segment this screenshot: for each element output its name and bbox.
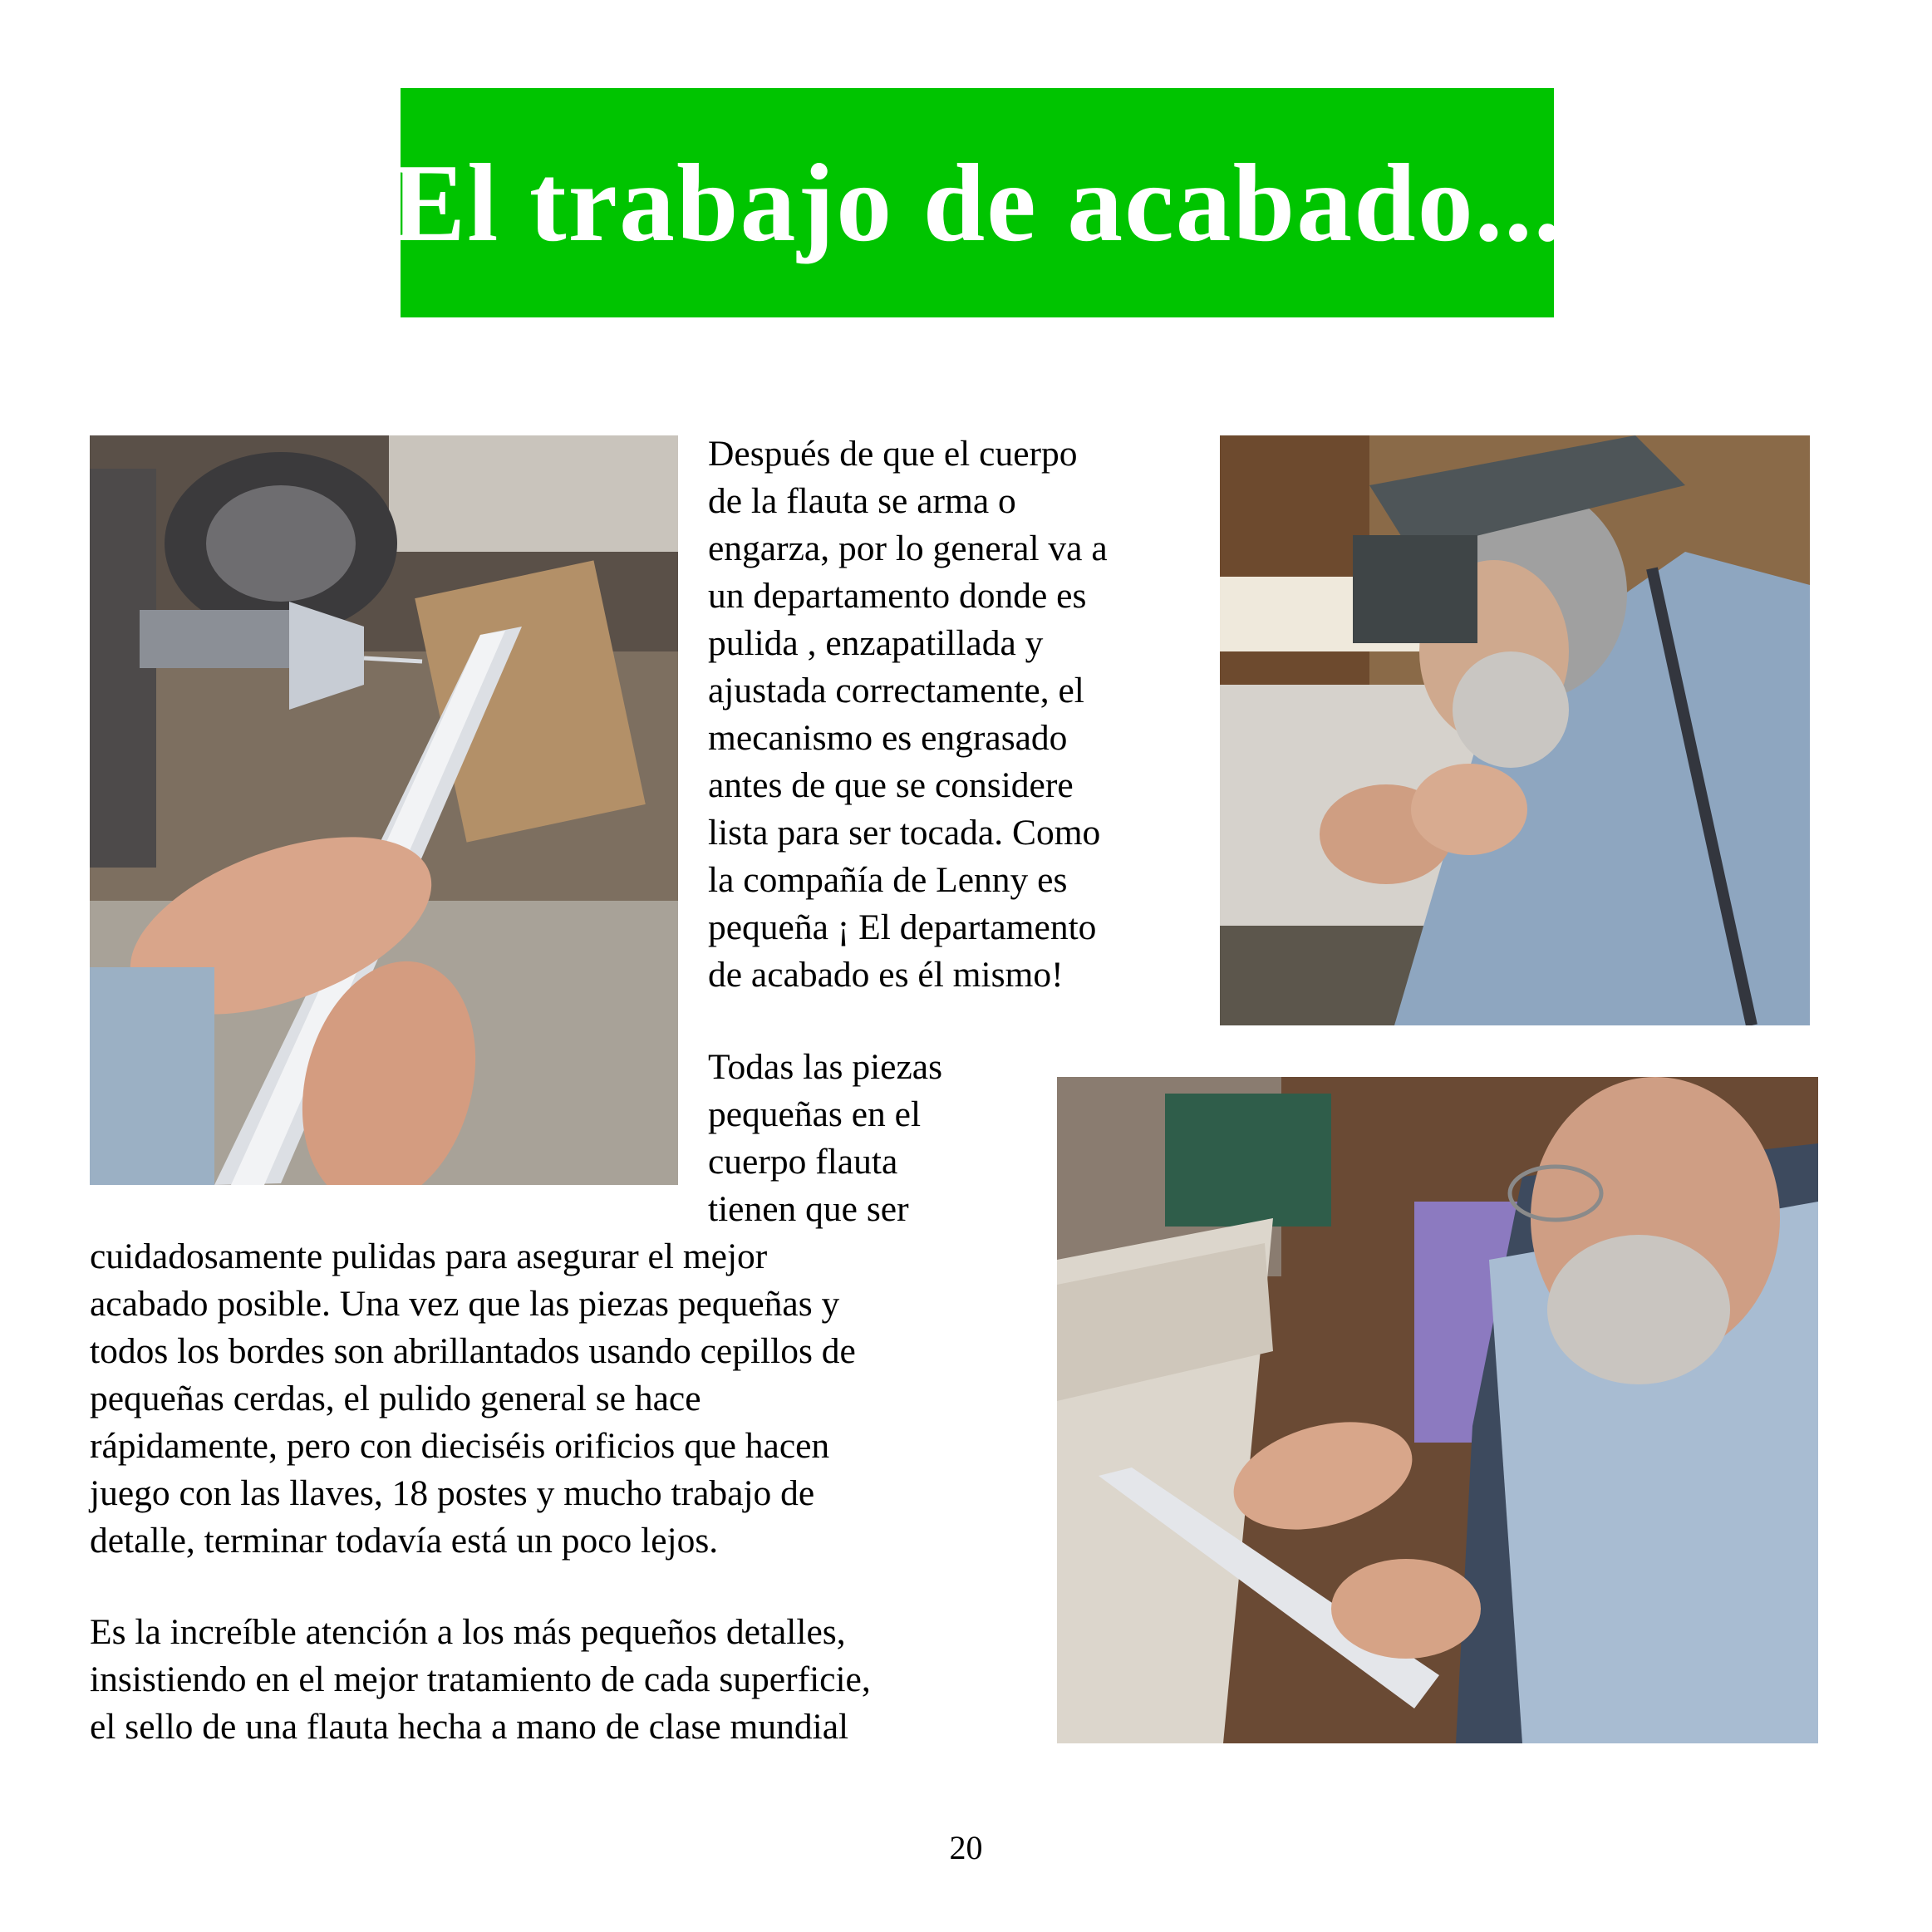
page-title: El trabajo de acabado... <box>391 141 1564 264</box>
text-line: el sello de una flauta hecha a mano de clase mundial <box>90 1707 849 1747</box>
text-line: de la flauta se arma o <box>708 481 1016 521</box>
text-line: pequeña ¡ El departamento <box>708 907 1097 947</box>
text-line: acabado posible. Una vez que las piezas pequeñas y <box>90 1284 840 1324</box>
title-banner <box>391 88 1564 317</box>
photo-hands-polishing-flute-body <box>90 435 678 1185</box>
text-line: tienen que ser <box>708 1189 909 1229</box>
text-line: mecanismo es engrasado <box>708 718 1068 758</box>
text-line: la compañía de Lenny es <box>708 860 1068 900</box>
text-line: Todas las piezas <box>708 1047 943 1087</box>
text-line: engarza, por lo general va a <box>708 528 1108 568</box>
text-line: rápidamente, pero con dieciséis orificios que hacen <box>90 1426 830 1466</box>
text-line: insistiendo en el mejor tratamiento de cada superficie, <box>90 1659 871 1699</box>
text-line: Después de que el cuerpo <box>708 434 1078 474</box>
text-line: Es la increíble atención a los más pequeños detalles, <box>90 1612 846 1652</box>
text-line: ajustada correctamente, el <box>708 671 1084 710</box>
text-line: antes de que se considere <box>708 765 1074 805</box>
photo-craftsman-assembling-flute <box>1057 1077 1818 1743</box>
text-line: todos los bordes son abrillantados usando cepillos de <box>90 1331 856 1371</box>
text-line: de acabado es él mismo! <box>708 955 1064 995</box>
text-line: un departamento donde es <box>708 576 1087 616</box>
text-line: cuidadosamente pulidas para asegurar el mejor <box>90 1236 768 1276</box>
photo-craftsman-with-magnifier <box>1220 435 1810 1025</box>
text-line: lista para ser tocada. Como <box>708 813 1101 853</box>
text-line: cuerpo flauta <box>708 1142 898 1182</box>
text-line: pequeñas en el <box>708 1094 922 1134</box>
text-line: pulida , enzapatillada y <box>708 623 1044 663</box>
text-line: pequeñas cerdas, el pulido general se hace <box>90 1379 701 1418</box>
text-line: detalle, terminar todavía está un poco lejos. <box>90 1521 719 1561</box>
page-number: 20 <box>949 1829 983 1866</box>
text-line: juego con las llaves, 18 postes y mucho trabajo de <box>90 1473 815 1513</box>
